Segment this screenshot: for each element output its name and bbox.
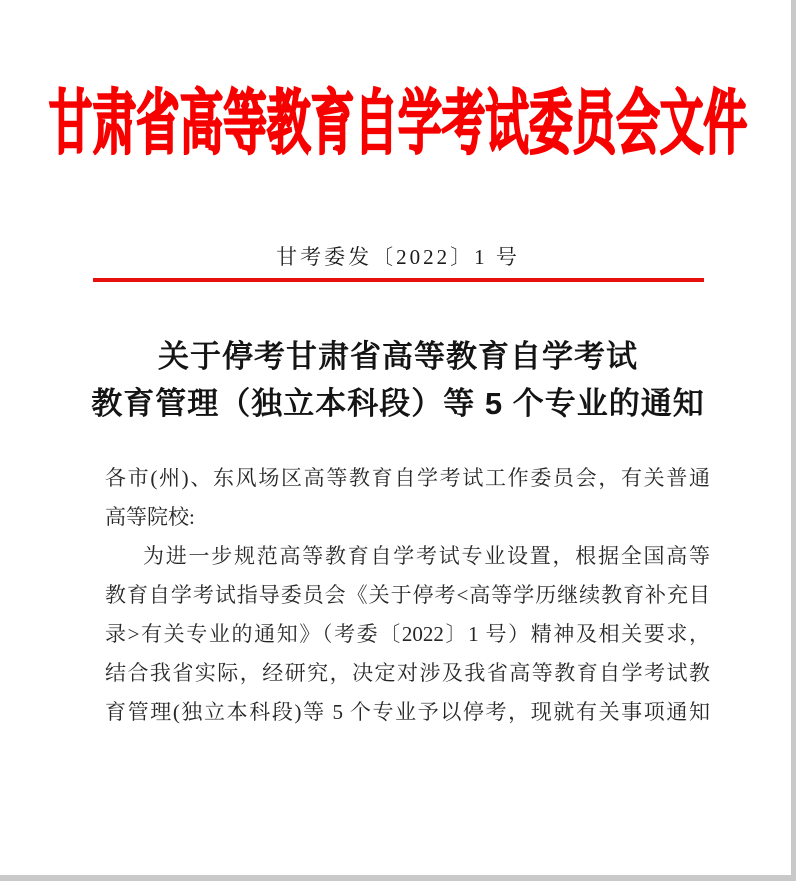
paragraph-line: 教育自学考试指导委员会《关于停考<高等学历继续教育补充目 [105,583,710,607]
notice-title-line-1: 关于停考甘肃省高等教育自学考试 [158,339,638,374]
red-separator-rule [93,278,704,282]
paragraph-line: 为进一步规范高等教育自学考试专业设置，根据全国高等 [143,544,710,568]
paragraph-line: 录>有关专业的通知》（考委〔2022〕1 号）精神及相关要求， [105,622,710,646]
paragraph-line: 结合我省实际，经研究，决定对涉及我省高等教育自学考试教 [105,661,710,685]
salutation-line: 高等院校: [105,505,195,529]
paragraph-line: 育管理(独立本科段)等 5 个专业予以停考，现就有关事项通知 [105,700,710,724]
document-number: 甘考委发〔2022〕1 号 [276,245,520,269]
page-edge-right [791,0,796,881]
masthead-title-text: 甘肃省高等教育自学考试委员会文件 [48,83,748,163]
body-text [105,459,710,732]
notice-title [0,333,796,427]
masthead-title [0,83,796,163]
salutation-line: 各市(州)、东风场区高等教育自学考试工作委员会，有关普通 [105,466,710,490]
page-edge-bottom [0,875,796,881]
notice-title-line-2: 教育管理（独立本科段）等 5 个专业的通知 [91,386,705,421]
